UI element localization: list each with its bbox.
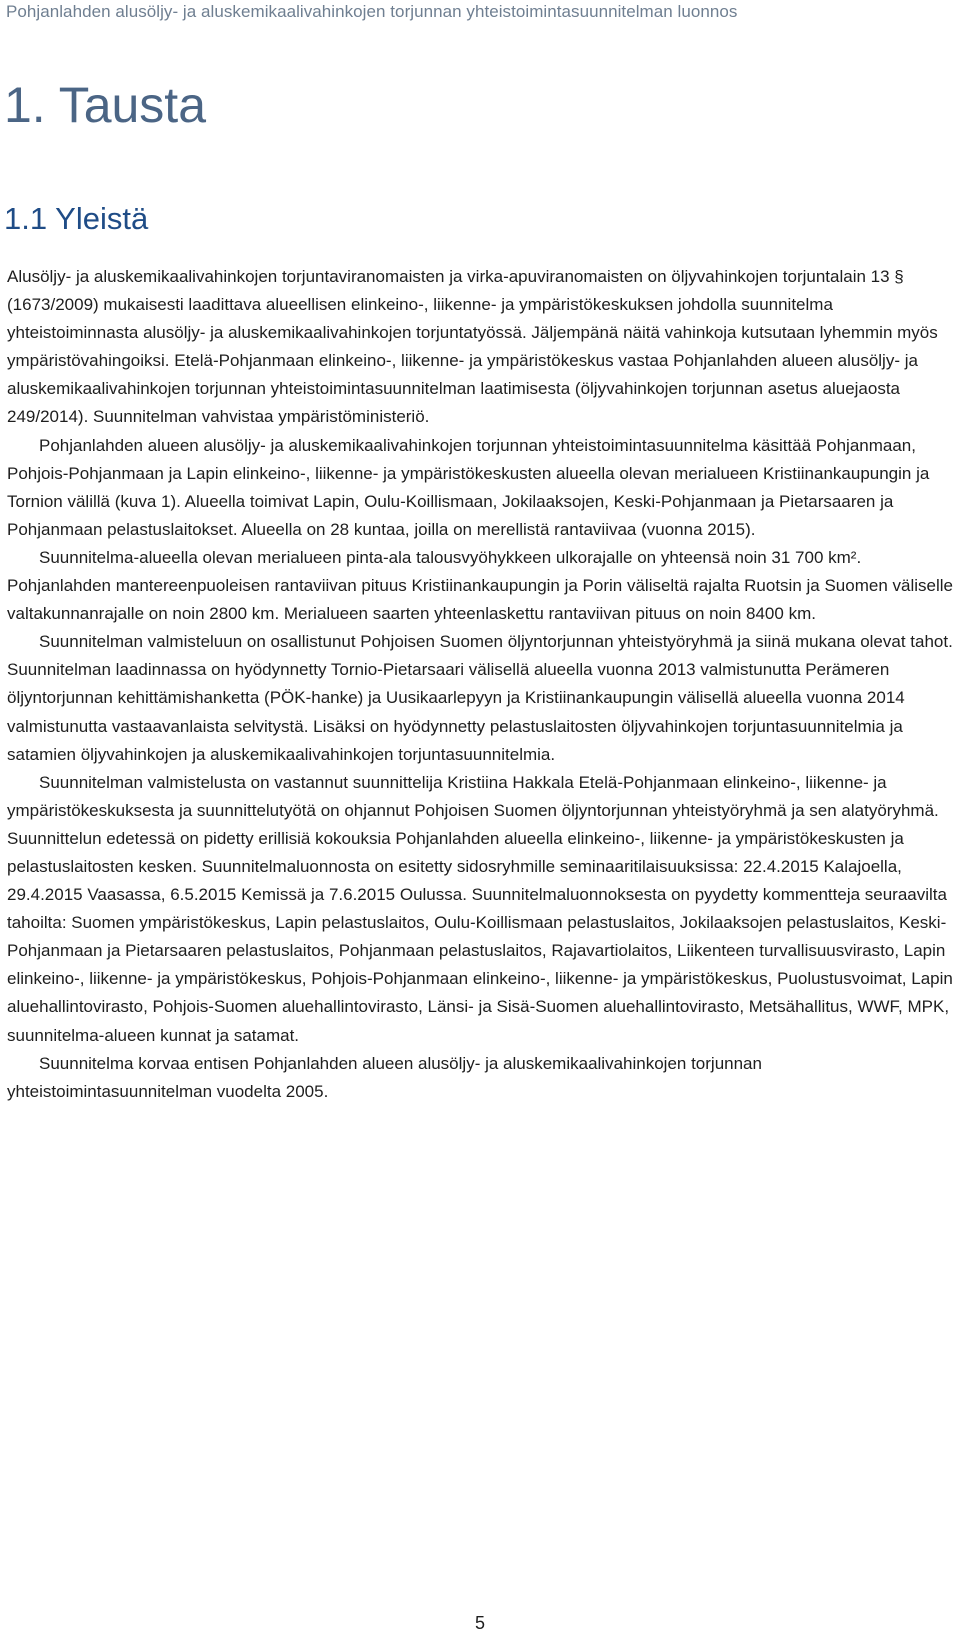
paragraph-4: Suunnitelman valmisteluun on osallistunut Pohjoisen Suomen öljyntorjunnan yhteistyöryhmä ja siinä mukana olevat tahot. Suunnitelman laadinnassa on hyödynnetty Tornio-Pietarsaari välisellä alueella vuonna 2013 valmistunutta Perämeren öljyntorjunnan kehittämishanketta (PÖK-hanke) ja Uusikaarlepyyn ja Kristiinankaupungin välisellä alueella vuonna 2014 valmistunutta vastaavanlaista selvitystä. Lisäksi on hyödynnetty pelastuslaitosten öljyvahinkojen torjuntasuunnitelmia ja satamien öljyvahinkojen ja aluskemikaalivahinkojen torjuntasuunnitelmia. (7, 632, 953, 764)
subsection-heading: 1.1 Yleistä (4, 201, 149, 236)
section-heading: 1. Tausta (4, 77, 207, 133)
running-header: Pohjanlahden alusöljy- ja aluskemikaalivahinkojen torjunnan yhteistoimintasuunnitelman luonnos (6, 2, 738, 21)
paragraph-1: Alusöljy- ja aluskemikaalivahinkojen torjuntaviranomaisten ja virka-apuviranomaisten on öljyvahinkojen torjuntalain 13 § (1673/2009) mukaisesti laadittava alueellisen elinkeino-, liikenne- ja ympäristökeskuksen johdolla suunnitelma yhteistoiminnasta alusöljy- ja aluskemikaalivahinkojen torjuntatyössä. Jäljempänä näitä vahinkoja kutsutaan lyhemmin myös ympäristövahingoiksi. Etelä-Pohjanmaan elinkeino-, liikenne- ja ympäristökeskus vastaa Pohjanlahden alueen alusöljy- ja aluskemikaalivahinkojen torjunnan yhteistoimintasuunnitelman laatimisesta (öljyvahinkojen torjunnan asetus aluejaosta 249/2014). Suunnitelman vahvistaa ympäristöministeriö. (7, 267, 938, 427)
paragraph-3: Suunnitelma-alueella olevan merialueen pinta-ala talousvyöhykkeen ulkorajalle on yhteensä noin 31 700 km². Pohjanlahden mantereenpuoleisen rantaviivan pituus Kristiinankaupungin ja Porin väliseltä rajalta Ruotsin ja Suomen väliselle valtakunnanrajalle on noin 2800 km. Merialueen saarten yhteenlaskettu rantaviivan pituus on noin 8400 km. (7, 547, 953, 624)
paragraph-2: Pohjanlahden alueen alusöljy- ja aluskemikaalivahinkojen torjunnan yhteistoimintasuunnitelma käsittää Pohjanmaan, Pohjois-Pohjanmaan ja Lapin elinkeino-, liikenne- ja ympäristökeskusten alueella olevan merialueen Kristiinankaupungin ja Tornion välillä (kuva 1). Alueella toimivat Lapin, Oulu-Koillismaan, Jokilaaksojen, Keski-Pohjanmaan ja Pietarsaaren ja Pohjanmaan pelastuslaitokset. Alueella on 28 kuntaa, joilla on merellistä rantaviivaa (vuonna 2015). (7, 435, 930, 539)
paragraph-5: Suunnitelman valmistelusta on vastannut suunnittelija Kristiina Hakkala Etelä-Pohjanmaan elinkeino-, liikenne- ja ympäristökeskuksesta ja suunnittelutyötä on ohjannut Pohjoisen Suomen öljyntorjunnan yhteistyöryhmä ja sen alatyöryhmä. Suunnittelun edetessä on pidetty erillisiä kokouksia Pohjanlahden alueella elinkeino-, liikenne- ja ympäristökeskusten ja pelastuslaitosten kesken. Suunnitelmaluonnosta on esitetty sidosryhmille seminaaritilaisuuksissa: 22.4.2015 Kalajoella, 29.4.2015 Vaasassa, 6.5.2015 Kemissä ja 7.6.2015 Oulussa. Suunnitelmaluonnoksesta on pyydetty kommentteja seuraavilta tahoilta: Suomen ympäristökeskus, Lapin pelastuslaitos, Oulu-Koillismaan pelastuslaitos, Jokilaaksojen pelastuslaitos, Keski-Pohjanmaan ja Pietarsaaren pelastuslaitos, Pohjanmaan pelastuslaitos, Rajavartiolaitos, Liikenteen turvallisuusvirasto, Lapin elinkeino-, liikenne- ja ympäristökeskus, Pohjois-Pohjanmaan elinkeino-, liikenne- ja ympäristökeskus, Puolustusvoimat, Lapin aluehallintovirasto, Pohjois-Suomen aluehallintovirasto, Länsi- ja Sisä-Suomen aluehallintovirasto, Metsähallitus, WWF, MPK, suunnitelma-alueen kunnat ja satamat. (7, 772, 953, 1045)
page-number: 5 (474, 1613, 485, 1633)
body-text (7, 263, 957, 1106)
paragraph-6: Suunnitelma korvaa entisen Pohjanlahden alueen alusöljy- ja aluskemikaalivahinkojen torjunnan yhteistoimintasuunnitelman vuodelta 2005. (7, 1053, 762, 1101)
